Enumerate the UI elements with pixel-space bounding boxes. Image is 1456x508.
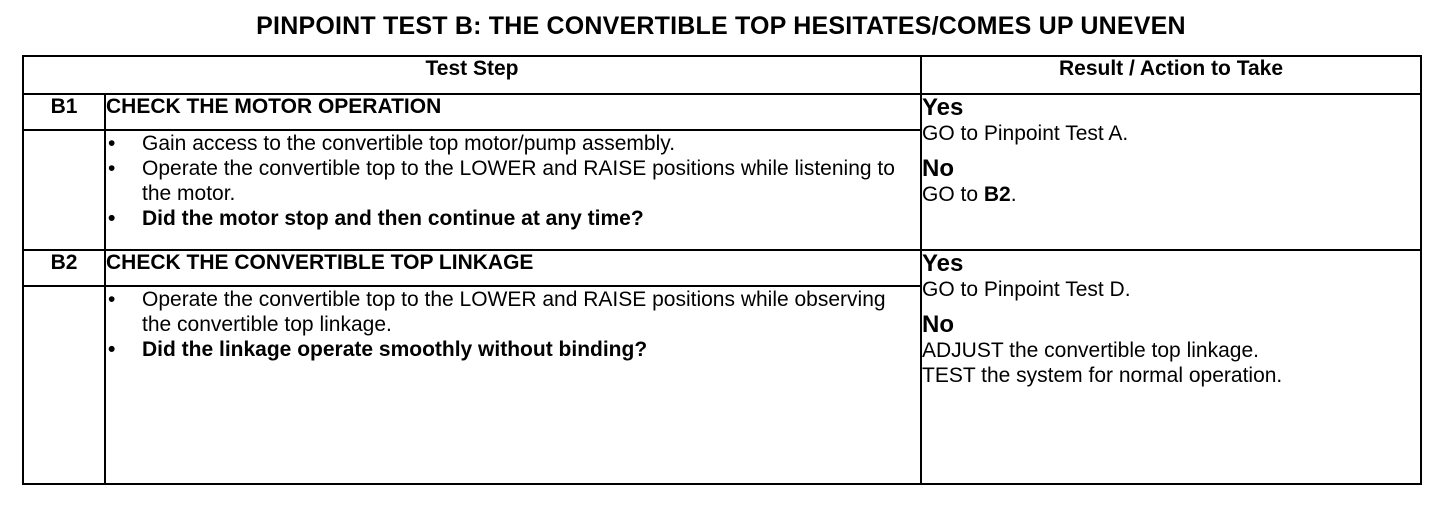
table-header-row (23, 56, 1421, 94)
step-bullet (106, 131, 920, 156)
step-result-cell (921, 94, 1421, 250)
yes-label: Yes (922, 250, 964, 277)
no-action-line: ADJUST the convertible top linkage. (922, 339, 1259, 362)
step-question-text: Did the linkage operate smoothly without binding? (142, 338, 648, 361)
step-id: B2 (23, 250, 105, 286)
no-action-suffix: . (1010, 183, 1017, 206)
pinpoint-test-table (22, 55, 1422, 485)
no-label: No (922, 155, 954, 182)
yes-label: Yes (922, 94, 964, 121)
no-action-prefix: GO to (922, 183, 984, 206)
bullet-icon: • (108, 288, 116, 311)
step-id-blank (23, 286, 105, 484)
step-title: CHECK THE CONVERTIBLE TOP LINKAGE (105, 250, 921, 286)
step-title-row (23, 94, 1421, 130)
step-bullet-list (106, 287, 920, 362)
page-title: PINPOINT TEST B: THE CONVERTIBLE TOP HESITATES/COMES UP UNEVEN (256, 12, 1186, 40)
step-bullet-text: Operate the convertible top to the LOWER and RAISE positions while listening to the motor. (142, 157, 895, 205)
no-label: No (922, 311, 954, 338)
step-bullet (106, 156, 920, 206)
no-action (922, 182, 1420, 207)
step-id: B1 (23, 94, 105, 130)
bullet-icon: • (108, 207, 116, 230)
step-title: CHECK THE MOTOR OPERATION (105, 94, 921, 130)
no-action-line: TEST the system for normal operation. (922, 364, 1283, 387)
step-bullet-list (106, 131, 920, 231)
bullet-icon: • (108, 157, 116, 180)
bullet-icon: • (108, 338, 116, 361)
step-title-row (23, 250, 1421, 286)
step-body (105, 286, 921, 484)
step-bullet-text: Gain access to the convertible top motor/pump assembly. (142, 132, 676, 155)
header-result: Result / Action to Take (921, 56, 1421, 94)
step-result-cell (921, 250, 1421, 484)
step-id-blank (23, 130, 105, 250)
yes-action: GO to Pinpoint Test A. (922, 122, 1129, 145)
header-test-step: Test Step (23, 56, 921, 94)
step-bullet-text: Operate the convertible top to the LOWER and RAISE positions while observing the convertible top linkage. (142, 288, 886, 336)
step-question-text: Did the motor stop and then continue at any time? (142, 207, 644, 230)
step-bullet (106, 287, 920, 337)
yes-action: GO to Pinpoint Test D. (922, 278, 1131, 301)
step-question (106, 337, 920, 362)
no-action-ref: B2 (983, 183, 1011, 206)
bullet-icon: • (108, 132, 116, 155)
step-body (105, 130, 921, 250)
step-question (106, 206, 920, 231)
